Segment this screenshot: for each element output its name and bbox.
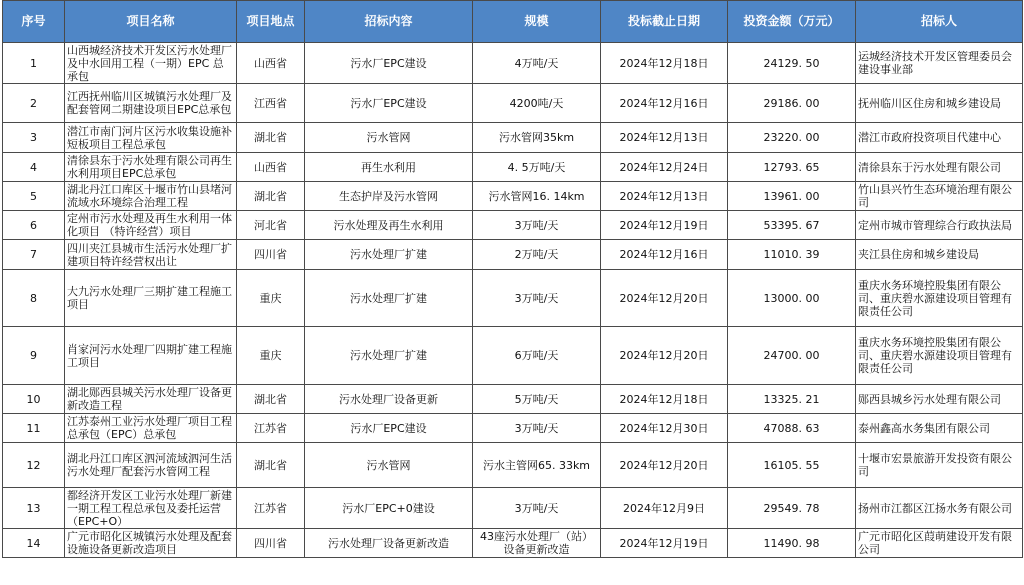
table-row (3, 123, 1023, 153)
table-row (3, 385, 1023, 414)
col-header-tenderer: 招标人 (856, 1, 1023, 43)
cell-no: 10 (3, 385, 65, 414)
cell-tenderer: 定州市城市管理综合行政执法局 (856, 211, 1023, 240)
cell-no: 5 (3, 182, 65, 211)
cell-amount: 12793. 65 (728, 153, 856, 182)
cell-scale: 污水主管网65. 33km (473, 443, 601, 488)
cell-deadline: 2024年12月30日 (601, 414, 728, 443)
cell-deadline: 2024年12月9日 (601, 488, 728, 529)
cell-tenderer: 潜江市政府投资项目代建中心 (856, 123, 1023, 153)
cell-name: 江苏泰州工业污水处理厂项目工程总承包（EPC）总承包 (65, 414, 237, 443)
cell-tenderer: 竹山县兴竹生态环境治理有限公司 (856, 182, 1023, 211)
cell-no: 13 (3, 488, 65, 529)
table-row (3, 270, 1023, 327)
cell-content: 污水处理厂扩建 (305, 240, 473, 270)
table-row (3, 153, 1023, 182)
cell-content: 污水厂EPC+0建设 (305, 488, 473, 529)
cell-deadline: 2024年12月20日 (601, 327, 728, 385)
cell-no: 11 (3, 414, 65, 443)
cell-tenderer: 清徐县东于污水处理有限公司 (856, 153, 1023, 182)
cell-no: 8 (3, 270, 65, 327)
col-header-deadline: 投标截止日期 (601, 1, 728, 43)
cell-content: 污水厂EPC建设 (305, 43, 473, 84)
cell-scale: 6万吨/天 (473, 327, 601, 385)
cell-name: 定州市污水处理及再生水利用一体化项目 （特许经营）项目 (65, 211, 237, 240)
cell-name: 清徐县东于污水处理有限公司再生水利用项目EPC总承包 (65, 153, 237, 182)
cell-amount: 47088. 63 (728, 414, 856, 443)
cell-no: 2 (3, 84, 65, 123)
cell-location: 四川省 (237, 240, 305, 270)
col-header-content: 招标内容 (305, 1, 473, 43)
cell-deadline: 2024年12月18日 (601, 385, 728, 414)
cell-no: 6 (3, 211, 65, 240)
cell-amount: 11490. 98 (728, 529, 856, 558)
cell-scale: 4. 5万吨/天 (473, 153, 601, 182)
cell-amount: 11010. 39 (728, 240, 856, 270)
cell-scale: 2万吨/天 (473, 240, 601, 270)
cell-scale: 3万吨/天 (473, 270, 601, 327)
cell-deadline: 2024年12月18日 (601, 43, 728, 84)
cell-no: 4 (3, 153, 65, 182)
cell-name: 潜江市南门河片区污水收集设施补短板项目工程总承包 (65, 123, 237, 153)
table-row (3, 529, 1023, 558)
cell-tenderer: 十堰市宏景旅游开发投资有限公司 (856, 443, 1023, 488)
table-row (3, 211, 1023, 240)
cell-location: 湖北省 (237, 182, 305, 211)
cell-deadline: 2024年12月20日 (601, 270, 728, 327)
cell-content: 污水厂EPC建设 (305, 84, 473, 123)
cell-name: 肖家河污水处理厂四期扩建工程施工项目 (65, 327, 237, 385)
cell-name: 广元市昭化区城镇污水处理及配套设施设备更新改造项目 (65, 529, 237, 558)
cell-location: 江苏省 (237, 488, 305, 529)
cell-no: 12 (3, 443, 65, 488)
cell-name: 四川夹江县城市生活污水处理厂扩建项目特许经营权出让 (65, 240, 237, 270)
col-header-location: 项目地点 (237, 1, 305, 43)
cell-amount: 13325. 21 (728, 385, 856, 414)
cell-amount: 29549. 78 (728, 488, 856, 529)
cell-no: 3 (3, 123, 65, 153)
cell-location: 湖北省 (237, 385, 305, 414)
table-row (3, 84, 1023, 123)
table-row (3, 43, 1023, 84)
cell-tenderer: 扬州市江都区江扬水务有限公司 (856, 488, 1023, 529)
cell-amount: 13000. 00 (728, 270, 856, 327)
cell-no: 1 (3, 43, 65, 84)
cell-name: 湖北丹江口库区十堰市竹山县堵河流域水环境综合治理工程 (65, 182, 237, 211)
cell-deadline: 2024年12月16日 (601, 84, 728, 123)
cell-scale: 污水管网16. 14km (473, 182, 601, 211)
cell-content: 污水管网 (305, 443, 473, 488)
cell-content: 生态护岸及污水管网 (305, 182, 473, 211)
cell-scale: 3万吨/天 (473, 488, 601, 529)
cell-amount: 23220. 00 (728, 123, 856, 153)
cell-amount: 29186. 00 (728, 84, 856, 123)
cell-scale: 3万吨/天 (473, 211, 601, 240)
cell-deadline: 2024年12月13日 (601, 123, 728, 153)
cell-deadline: 2024年12月20日 (601, 443, 728, 488)
cell-no: 14 (3, 529, 65, 558)
cell-content: 污水处理及再生水利用 (305, 211, 473, 240)
cell-amount: 13961. 00 (728, 182, 856, 211)
cell-scale: 4200吨/天 (473, 84, 601, 123)
cell-tenderer: 泰州鑫高水务集团有限公司 (856, 414, 1023, 443)
cell-name: 江西抚州临川区城镇污水处理厂及配套管网二期建设项目EPC总承包 (65, 84, 237, 123)
cell-deadline: 2024年12月13日 (601, 182, 728, 211)
cell-tenderer: 重庆水务环境控股集团有限公司、重庆碧水源建设项目管理有限责任公司 (856, 270, 1023, 327)
cell-location: 重庆 (237, 327, 305, 385)
table-row (3, 240, 1023, 270)
cell-no: 9 (3, 327, 65, 385)
cell-location: 湖北省 (237, 123, 305, 153)
cell-location: 山西省 (237, 43, 305, 84)
cell-deadline: 2024年12月19日 (601, 211, 728, 240)
table-row (3, 443, 1023, 488)
table-row (3, 414, 1023, 443)
cell-amount: 53395. 67 (728, 211, 856, 240)
cell-scale: 3万吨/天 (473, 414, 601, 443)
cell-tenderer: 重庆水务环境控股集团有限公司、重庆碧水源建设项目管理有限责任公司 (856, 327, 1023, 385)
table-row (3, 327, 1023, 385)
cell-tenderer: 抚州临川区住房和城乡建设局 (856, 84, 1023, 123)
cell-location: 江西省 (237, 84, 305, 123)
cell-name: 大九污水处理厂三期扩建工程施工项目 (65, 270, 237, 327)
cell-location: 江苏省 (237, 414, 305, 443)
cell-amount: 16105. 55 (728, 443, 856, 488)
cell-content: 污水处理厂设备更新 (305, 385, 473, 414)
cell-no: 7 (3, 240, 65, 270)
cell-scale: 5万吨/天 (473, 385, 601, 414)
cell-location: 四川省 (237, 529, 305, 558)
cell-deadline: 2024年12月24日 (601, 153, 728, 182)
cell-location: 湖北省 (237, 443, 305, 488)
cell-scale: 污水管网35km (473, 123, 601, 153)
cell-content: 污水处理厂设备更新改造 (305, 529, 473, 558)
cell-deadline: 2024年12月16日 (601, 240, 728, 270)
cell-content: 再生水利用 (305, 153, 473, 182)
cell-scale: 4万吨/天 (473, 43, 601, 84)
cell-scale: 43座污水处理厂（站）设备更新改造 (473, 529, 601, 558)
tender-table (2, 0, 1023, 558)
col-header-amount: 投资金额（万元） (728, 1, 856, 43)
cell-amount: 24129. 50 (728, 43, 856, 84)
table-row (3, 182, 1023, 211)
col-header-name: 项目名称 (65, 1, 237, 43)
cell-content: 污水处理厂扩建 (305, 327, 473, 385)
cell-name: 湖北郧西县城关污水处理厂设备更新改造工程 (65, 385, 237, 414)
cell-content: 污水管网 (305, 123, 473, 153)
col-header-no: 序号 (3, 1, 65, 43)
cell-tenderer: 夹江县住房和城乡建设局 (856, 240, 1023, 270)
cell-location: 河北省 (237, 211, 305, 240)
cell-tenderer: 广元市昭化区葭萌建设开发有限公司 (856, 529, 1023, 558)
cell-name: 都经济开发区工业污水处理厂新建一期工程工程总承包及委托运营（EPC+O） (65, 488, 237, 529)
cell-name: 山西城经济技术开发区污水处理厂及中水回用工程（一期）EPC 总承包 (65, 43, 237, 84)
header-row (3, 1, 1023, 43)
table-row (3, 488, 1023, 529)
cell-tenderer: 运城经济技术开发区管理委员会建设事业部 (856, 43, 1023, 84)
cell-location: 重庆 (237, 270, 305, 327)
cell-content: 污水处理厂扩建 (305, 270, 473, 327)
cell-content: 污水厂EPC建设 (305, 414, 473, 443)
cell-deadline: 2024年12月19日 (601, 529, 728, 558)
col-header-scale: 规模 (473, 1, 601, 43)
cell-tenderer: 郧西县城乡污水处理有限公司 (856, 385, 1023, 414)
cell-location: 山西省 (237, 153, 305, 182)
cell-name: 湖北丹江口库区泗河流域泗河生活污水处理厂配套污水管网工程 (65, 443, 237, 488)
cell-amount: 24700. 00 (728, 327, 856, 385)
